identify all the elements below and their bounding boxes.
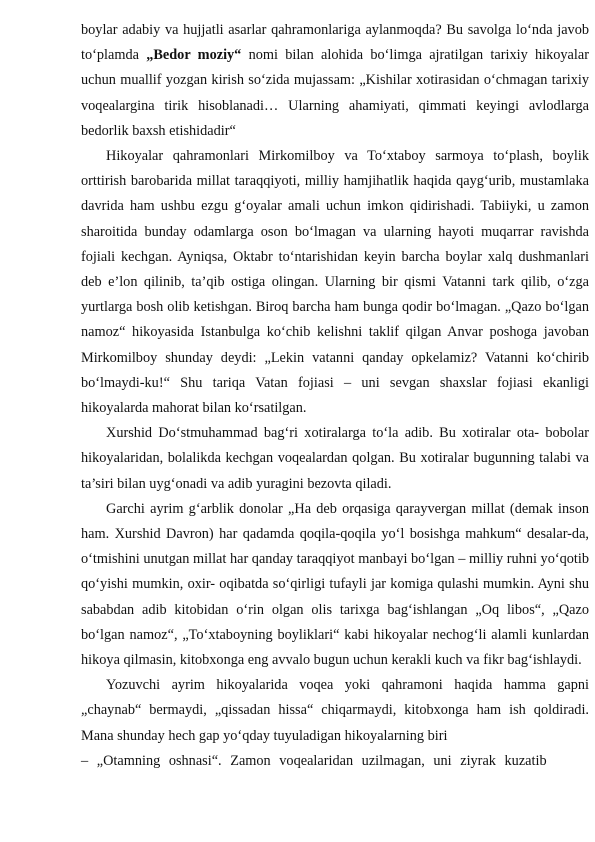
paragraph-intro-text-end: nomi bilan alohida bo‘limga ajratilgan tarixiy hikoyalar uchun muallif yozgan kirish so‘zida mujassam: „Kishilar xotirasidan o‘chmagan tarixiy voqealargina tirik hisoblanadi… Ularning ahamiyati, qimmati keyingi avlodlarga bedorlik baxsh etishidadir“ (81, 47, 589, 139)
paragraph-otamning-oshnasi: – „Otamning oshnasi“. Zamon voqealaridan uzilmagan, uni ziyrak kuzatib (81, 752, 547, 769)
paragraph-intro (81, 18, 589, 144)
paragraph-heroes: Hikoyalar qahramonlari Mirkomilboy va To‘xtaboy sarmoya to‘plash, boylik orttirish barobarida millat taraqqiyoti, milliy hamjihatlik haqida qayg‘urib, mustamlaka davrida ham ushbu ezgu g‘oyalar amali uchun imkon qidirishadi. Tabiiyki, u zamon sharoitida bunday odamlarga oson bo‘lmagan va ularning hayoti muqarrar ravishda fojiali kechgan. Ayniqsa, Oktabr to‘ntarishidan keyin barcha boylar xalq dushmanlari deb e’lon qilinib, ta’qib ostiga olingan. Ularning bir qismi Vatanni tark qilib, o‘zga yurtlarga bosh olib ketishgan. Biroq barcha ham bunga qodir bo‘lmagan. „Qazo bo‘lgan namoz“ hikoyasida Istanbulga ko‘chib kelishni taklif qilgan Anvar poshoga javoban Mirkomilboy shunday deydi: „Lekin vatanni qanday opkelamiz? Vatanni ko‘chirib bo‘lmaydi-ku!“ Shu tariqa Vatan fojiasi – uni sevgan shaxslar fojiasi ekanligi hikoyalarda mahorat bilan ko‘rsatilgan. (81, 148, 589, 417)
paragraph-author-style: Yozuvchi ayrim hikoyalarida voqea yoki qahramoni haqida hamma gapni „chaynab“ bermaydi, „qissadan hissa“ chiqarmaydi, kitobxonga ham ish qoldiradi. Mana shunday hech gap yo‘qday tuyuladigan hikoyalarning biri (81, 677, 589, 744)
document-page (81, 18, 589, 774)
paragraph-memories: Xurshid Do‘stmuhammad bag‘ri xotiralarga to‘la adib. Bu xotiralar ota- bobolar hikoyalaridan, bolalikda kechgan voqealardan qolgan. Bu xotiralar bugunning talabi va ta’siri bilan uyg‘onadi va adib yuragini bezovta qiladi. (81, 425, 589, 492)
paragraph-history: Garchi ayrim g‘arblik donolar „Ha deb orqasiga qarayvergan millat (demak inson ham. Xurshid Davron) har qadamda qoqila-qoqila yo‘l bosishga mahkum“ desalar-da, o‘tmishini unutgan millat har qanday taraqqiyot manbayi bo‘lgan – milliy ruhni yo‘qotib qo‘yishi mumkin, oxir- oqibatda so‘qirligi tufayli jar komiga qulashi mumkin. Ayni shu sababdan adib kitobidan o‘rin olgan olis tarixga bag‘ishlangan „Oq libos“, „Qazo bo‘lgan namoz“, „To‘xtaboyning boyliklari“ kabi hikoyalar nechog‘li alamli kunlardan hikoya qilmasin, kitobxonga eng avvalo bugun uchun kerakli kuch va fikr bag‘ishlaydi. (81, 500, 589, 669)
section-title-bedor-moziy: „Bedor moziy“ (146, 47, 242, 64)
paragraph-intro-text-start: boylar adabiy va hujjatli asarlar qahramonlariga aylanmoqda? Bu savolga lo‘nda javob to‘plamda (81, 22, 589, 64)
